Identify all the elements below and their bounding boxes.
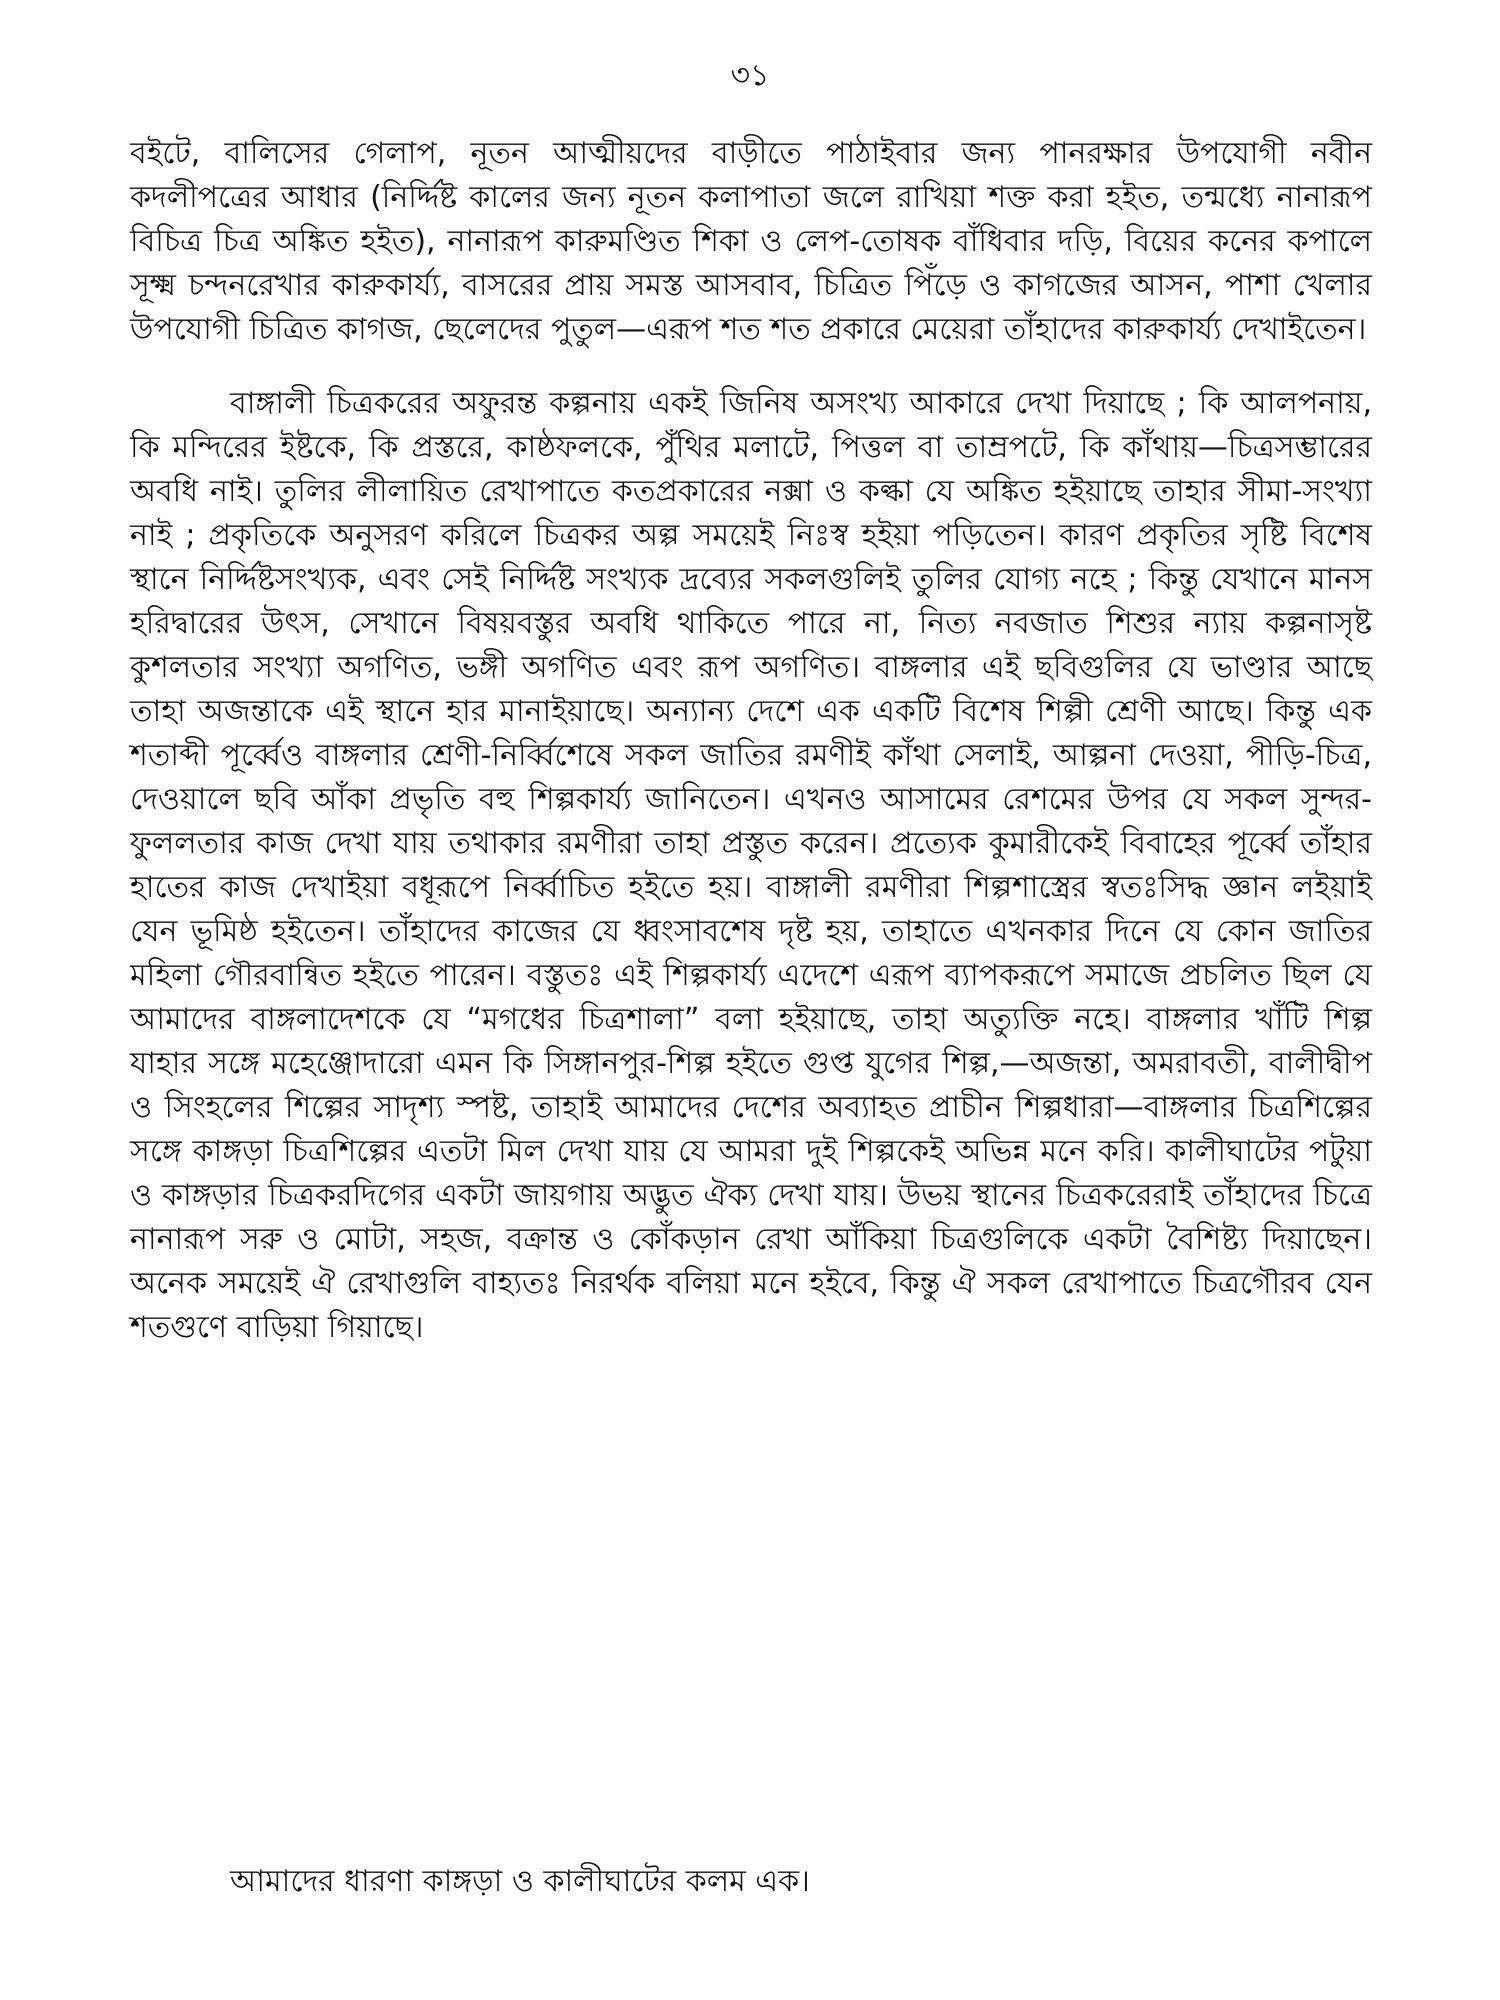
body-text (130, 132, 1372, 1350)
paragraph-continuation: বইটে, বালিসের গেলাপ, নূতন আত্মীয়দের বাড়ীতে পাঠাইবার জন্য পানরক্ষার উপযোগী নবীন কদলীপত্রের আধার (নির্দ্দিষ্ট কালের জন্য নূতন কলাপাতা জলে রাখিয়া শক্ত করা হইত, তন্মধ্যে নানারূপ বিচিত্র চিত্র অঙ্কিত হইত), নানারূপ কারুমণ্ডিত শিকা ও লেপ-তোষক বাঁধিবার দড়ি, বিয়ের কনের কপালে সূক্ষ্ম চন্দনরেখার কারুকার্য্য, বাসরের প্রায় সমস্ত আসবাব, চিত্রিত পিঁড়ে ও কাগজের আসন, পাশা খেলার উপযোগী চিত্রিত কাগজ, ছেলেদের পুতুল—এরূপ শত শত প্রকারে মেয়েরা তাঁহাদের কারুকার্য্য দেখাইতেন। (130, 136, 1372, 347)
page-number: ৩১ (730, 58, 770, 93)
paragraph-main: বাঙ্গালী চিত্রকরের অফুরন্ত কল্পনায় একই জিনিষ অসংখ্য আকারে দেখা দিয়াছে ; কি আলপনায়, কি মন্দিরের ইষ্টকে, কি প্রস্তরে, কাষ্ঠফলকে, পুঁথির মলাটে, পিত্তল বা তাম্রপটে, কি কাঁথায়—চিত্রসম্ভারের অবধি নাই। তুলির লীলায়িত রেখাপাতে কতপ্রকারের নক্সা ও কল্কা যে অঙ্কিত হইয়াছে তাহার সীমা-সংখ্যা নাই ; প্রকৃতিকে অনুসরণ করিলে চিত্রকর অল্প সময়েই নিঃস্ব হইয়া পড়িতেন। কারণ প্রকৃতির সৃষ্টি বিশেষ স্থানে নির্দ্দিষ্টসংখ্যক, এবং সেই নির্দ্দিষ্ট সংখ্যক দ্রব্যের সকলগুলিই তুলির যোগ্য নহে ; কিন্তু যেখানে মানস হরিদ্বারের উৎস, সেখানে বিষয়বস্তুর অবধি থাকিতে পারে না, নিত্য নবজাত শিশুর ন্যায় কল্পনাসৃষ্ট কুশলতার সংখ্যা অগণিত, ভঙ্গী অগণিত এবং রূপ অগণিত। বাঙ্গলার এই ছবিগুলির যে ভাণ্ডার আছে তাহা অজন্তাকে এই স্থানে হার মানাইয়াছে। অন্যান্য দেশে এক একটি বিশেষ শিল্পী শ্রেণী আছে। কিন্তু এক শতাব্দী পূর্ব্বেও বাঙ্গলার শ্রেণী-নির্ব্বিশেষে সকল জাতির রমণীই কাঁথা সেলাই, আল্পনা দেওয়া, পীড়ি-চিত্র, দেওয়ালে ছবি আঁকা প্রভৃতি বহু শিল্পকার্য্য জানিতেন। এখনও আসামের রেশমের উপর যে সকল সুন্দর-ফুললতার কাজ দেখা যায় তথাকার রমণীরা তাহা প্রস্তুত করেন। প্রত্যেক কুমারীকেই বিবাহের পূর্ব্বে তাঁহার হাতের কাজ দেখাইয়া বধূরূপে নির্ব্বাচিত হইতে হয়। বাঙ্গালী রমণীরা শিল্পশাস্ত্রের স্বতঃসিদ্ধ জ্ঞান লইয়াই যেন ভূমিষ্ঠ হইতেন। তাঁহাদের কাজের যে ধ্বংসাবশেষ দৃষ্ট হয়, তাহাতে এখনকার দিনে যে কোন জাতির মহিলা গৌরবান্বিত হইতে পারেন। বস্তুতঃ এই শিল্পকার্য্য এদেশে এরূপ ব্যাপকরূপে সমাজে প্রচলিত ছিল যে আমাদের বাঙ্গলাদেশকে যে “মগধের চিত্রশালা” বলা হইয়াছে, তাহা অত্যুক্তি নহে। বাঙ্গলার খাঁটি শিল্প যাহার সঙ্গে মহেঞ্জোদারো এমন কি সিঙ্গানপুর-শিল্প হইতে গুপ্ত যুগের শিল্প,—অজন্তা, অমরাবতী, বালীদ্বীপ ও সিংহলের শিল্পের সাদৃশ্য স্পষ্ট, তাহাই আমাদের দেশের অব্যাহত প্রাচীন শিল্পধারা—বাঙ্গলার চিত্রশিল্পের সঙ্গে কাঙ্গড়া চিত্রশিল্পের এতটা মিল দেখা যায় যে আমরা দুই শিল্পকেই অভিন্ন মনে করি। কালীঘাটের পটুয়া ও কাঙ্গড়ার চিত্রকরদিগের একটা জায়গায় অদ্ভুত ঐক্য দেখা যায়। উভয় স্থানের চিত্রকরেরাই তাঁহাদের চিত্রে নানারূপ সরু ও মোটা, সহজ, বক্রান্ত ও কোঁকড়ান রেখা আঁকিয়া চিত্রগুলিকে একটা বৈশিষ্ট্য দিয়াছেন। অনেক সময়েই ঐ রেখাগুলি বাহ্যতঃ নিরর্থক বলিয়া মনে হইবে, কিন্তু ঐ সকল রেখাপাতে চিত্রগৌরব যেন শতগুণে বাড়িয়া গিয়াছে। (130, 386, 1372, 1345)
paragraph-spacer (130, 352, 1372, 382)
paragraph-closing: আমাদের ধারণা কাঙ্গড়া ও কালীঘাটের কলম এক। (230, 1864, 810, 1899)
